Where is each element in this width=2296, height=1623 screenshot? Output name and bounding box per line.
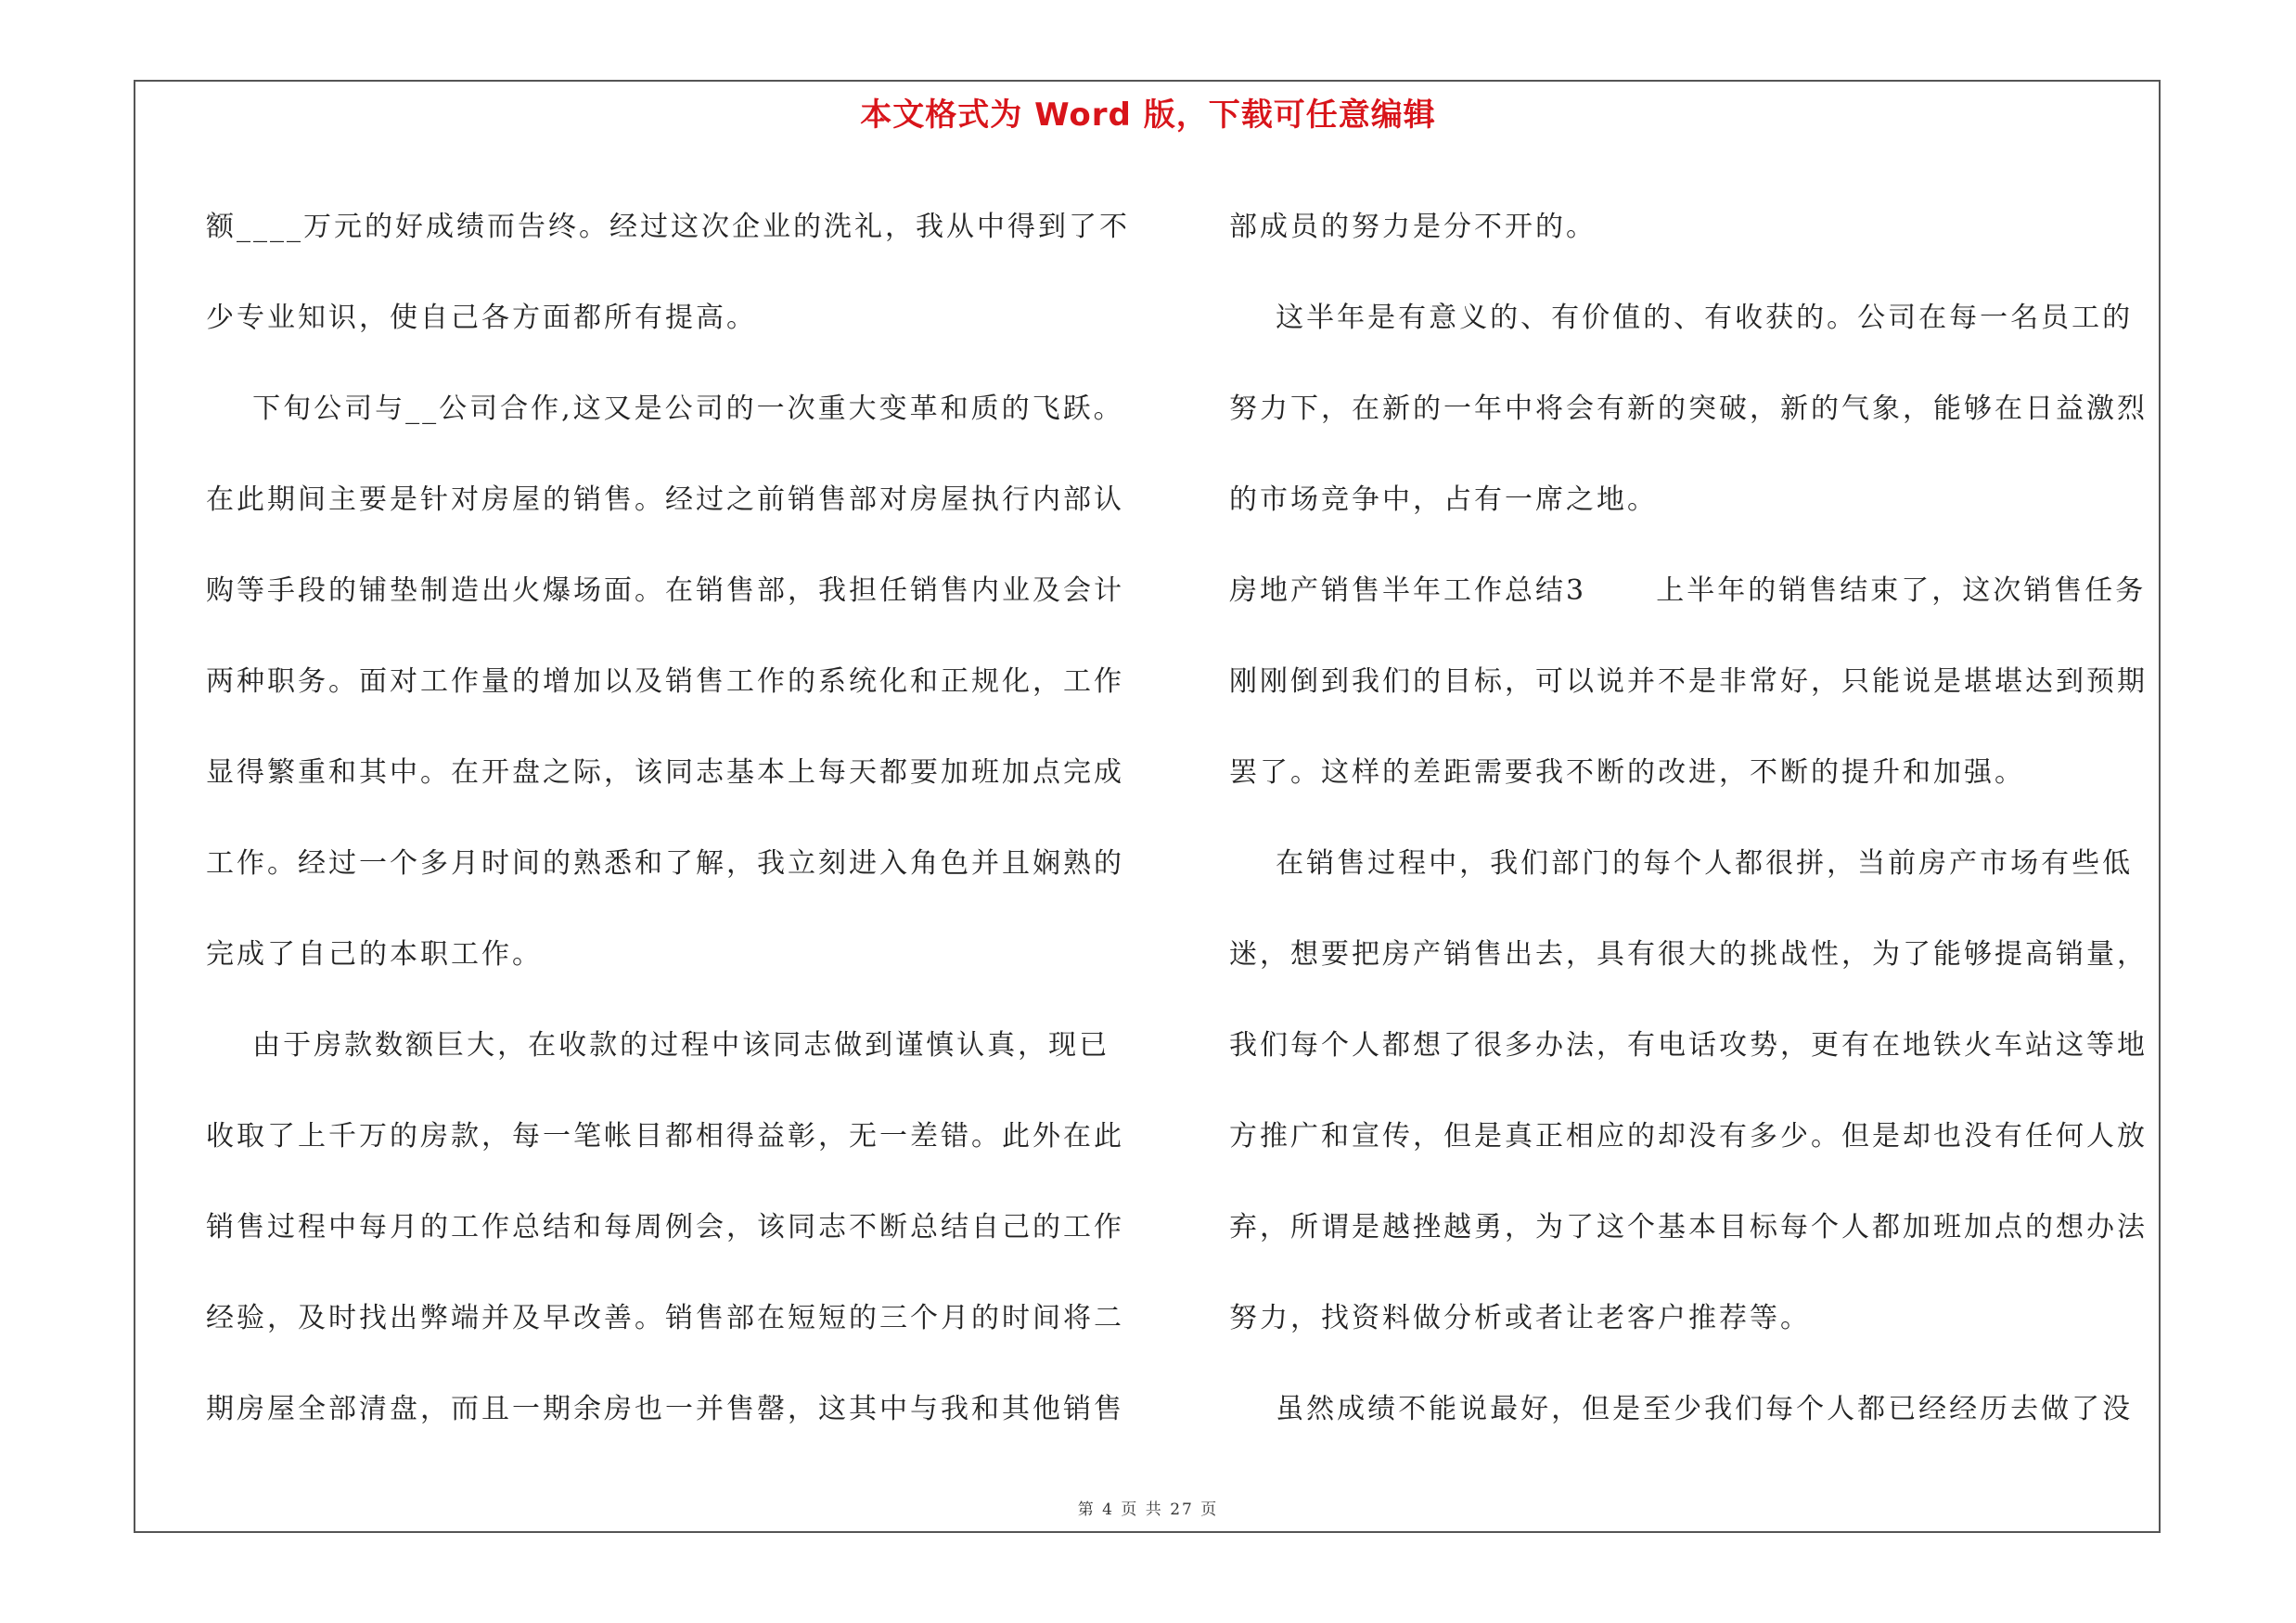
text-line: 收取了上千万的房款，每一笔帐目都相得益彰，无一差错。此外在此 [206, 1120, 1124, 1153]
text-line: 我们每个人都想了很多办法，有电话攻势，更有在地铁火车站这等地 [1229, 1029, 2148, 1062]
text-line: 完成了自己的本职工作。 [206, 938, 543, 971]
text-line: 弃，所谓是越挫越勇，为了这个基本目标每个人都加班加点的想办法 [1229, 1211, 2148, 1243]
text-line: 在此期间主要是针对房屋的销售。经过之前销售部对房屋执行内部认 [206, 483, 1124, 516]
text-line: 期房屋全部清盘，而且一期余房也一并售罄，这其中与我和其他销售 [206, 1393, 1124, 1425]
text-line: 罢了。这样的差距需要我不断的改进，不断的提升和加强。 [1229, 756, 2025, 789]
text-line: 房地产销售半年工作总结3 上半年的销售结束了，这次销售任务 [1229, 574, 2147, 607]
text-line: 由于房款数额巨大，在收款的过程中该同志做到谨慎认真，现已 [206, 1029, 1110, 1062]
text-line: 部成员的努力是分不开的。 [1229, 211, 1597, 243]
text-line: 努力，找资料做分析或者让老客户推荐等。 [1229, 1302, 1811, 1334]
text-line: 的市场竞争中，占有一席之地。 [1229, 483, 1658, 516]
text-line: 两种职务。面对工作量的增加以及销售工作的系统化和正规化，工作 [206, 665, 1124, 698]
text-line: 购等手段的铺垫制造出火爆场面。在销售部，我担任销售内业及会计 [206, 574, 1124, 607]
text-line: 销售过程中每月的工作总结和每周例会，该同志不断总结自己的工作 [206, 1211, 1124, 1243]
text-line: 在销售过程中，我们部门的每个人都很拼，当前房产市场有些低 [1229, 847, 2134, 880]
text-line: 额____万元的好成绩而告终。经过这次企业的洗礼，我从中得到了不 [206, 211, 1130, 243]
text-line: 经验，及时找出弊端并及早改善。销售部在短短的三个月的时间将二 [206, 1302, 1124, 1334]
text-line: 方推广和宣传，但是真正相应的却没有多少。但是却也没有任何人放 [1229, 1120, 2148, 1153]
format-banner: 本文格式为 Word 版，下载可任意编辑 [860, 97, 1436, 134]
text-line: 这半年是有意义的、有价值的、有收获的。公司在每一名员工的 [1229, 302, 2134, 334]
text-line: 工作。经过一个多月时间的熟悉和了解，我立刻进入角色并且娴熟的 [206, 847, 1124, 880]
right-text-column [1229, 182, 2166, 1455]
text-line: 下旬公司与__公司合作,这又是公司的一次重大变革和质的飞跃。 [206, 393, 1124, 425]
left-text-column [206, 182, 1166, 1455]
text-line: 少专业知识，使自己各方面都所有提高。 [206, 302, 757, 334]
text-line: 刚刚倒到我们的目标，可以说并不是非常好，只能说是堪堪达到预期 [1229, 665, 2148, 698]
text-line: 迷，想要把房产销售出去，具有很大的挑战性，为了能够提高销量， [1229, 938, 2148, 971]
page-number: 第 4 页 共 27 页 [1077, 1501, 1219, 1519]
text-line: 努力下，在新的一年中将会有新的突破，新的气象，能够在日益激烈 [1229, 393, 2148, 425]
text-line: 显得繁重和其中。在开盘之际，该同志基本上每天都要加班加点完成 [206, 756, 1124, 789]
text-line: 虽然成绩不能说最好，但是至少我们每个人都已经经历去做了没 [1229, 1393, 2134, 1425]
